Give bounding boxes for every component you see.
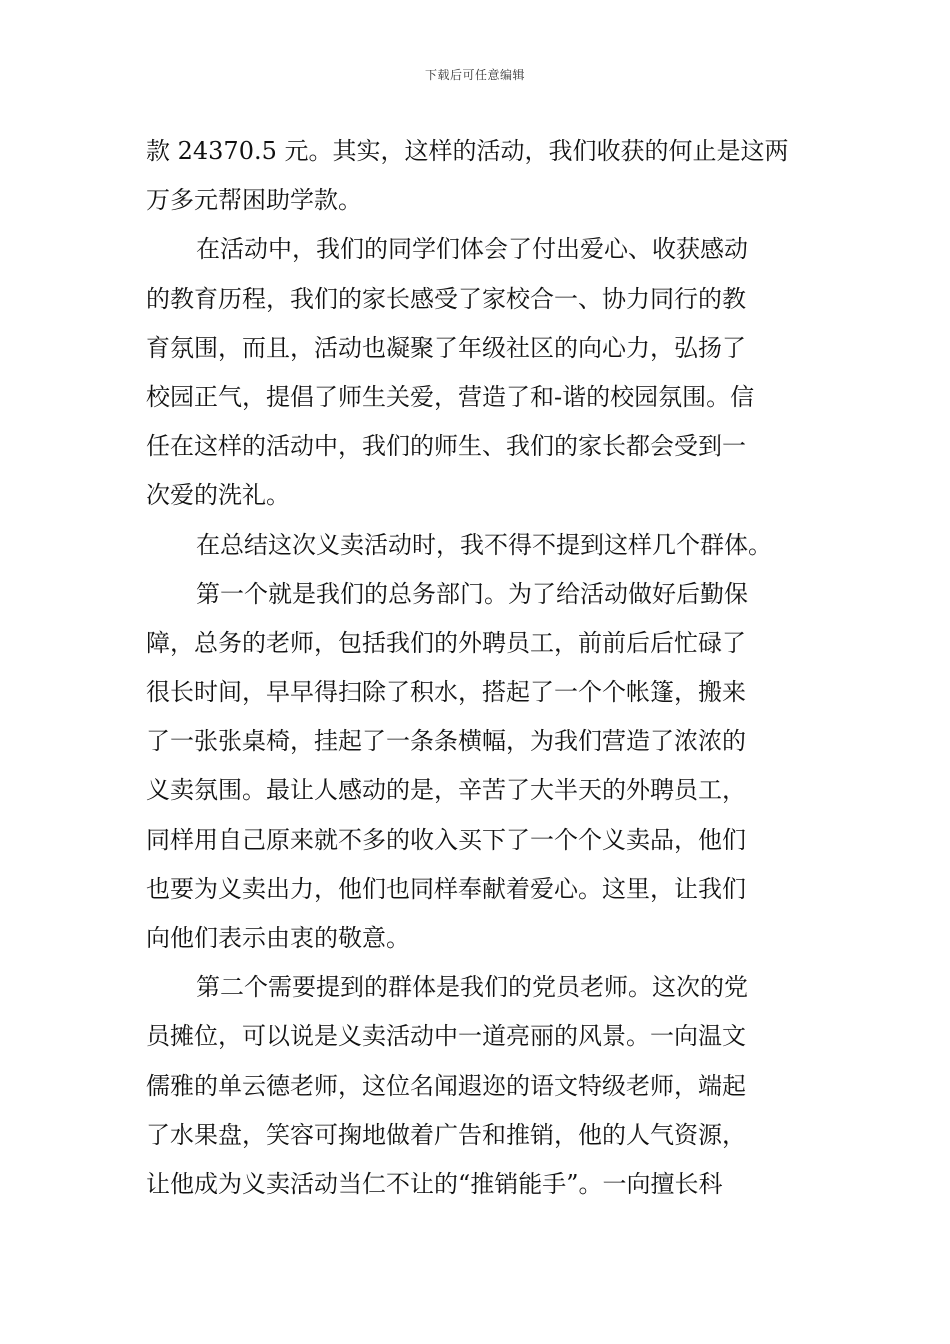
text-line: 儒雅的单云德老师，这位名闻遐迩的语文特级老师，端起 [146, 1071, 746, 1100]
text-line: 了一张张桌椅，挂起了一条条横幅，为我们营造了浓浓的 [146, 727, 746, 756]
text-line: 向他们表示由衷的敬意。 [146, 924, 410, 952]
text-line: 同样用自己原来就不多的收入买下了一个个义卖品，他们 [146, 825, 746, 854]
text-line: 障，总务的老师，包括我们的外聘员工，前前后后忙碌了 [146, 628, 746, 657]
text-line: 很长时间，早早得扫除了积水，搭起了一个个帐篷，搬来 [146, 678, 746, 707]
text-line: 款 24370.5 元。其实，这样的活动，我们收获的何止是这两 [146, 137, 789, 165]
text-line: 员摊位，可以说是义卖活动中一道亮丽的风景。一向温文 [146, 1022, 746, 1051]
text-line: 义卖氛围。最让人感动的是，辛苦了大半天的外聘员工， [146, 776, 746, 805]
text-line: 让他成为义卖活动当仁不让的“推销能手”。一向擅长科 [146, 1169, 723, 1198]
text-line: 次爱的洗礼。 [146, 481, 290, 510]
text-line: 万多元帮困助学款。 [146, 186, 362, 215]
paragraph-start-line: 在总结这次义卖活动时，我不得不提到这样几个群体。 [196, 530, 772, 559]
body-text [146, 127, 806, 1209]
paragraph-start-line: 第一个就是我们的总务部门。为了给活动做好后勤保 [196, 579, 748, 608]
text-line: 了水果盘，笑容可掬地做着广告和推销，他的人气资源， [146, 1120, 746, 1149]
text-line: 校园正气，提倡了师生关爱，营造了和-谐的校园氛围。信 [146, 382, 755, 411]
paragraph-start-line: 第二个需要提到的群体是我们的党员老师。这次的党 [196, 973, 748, 1002]
text-line: 的教育历程，我们的家长感受了家校合一、协力同行的教 [146, 284, 746, 313]
page-header: 下载后可任意编辑 [424, 68, 525, 82]
text-line: 育氛围，而且，活动也凝聚了年级社区的向心力，弘扬了 [146, 333, 746, 362]
paragraph-start-line: 在活动中，我们的同学们体会了付出爱心、收获感动 [196, 235, 748, 264]
text-line: 也要为义卖出力，他们也同样奉献着爱心。这里，让我们 [146, 874, 746, 903]
text-line: 任在这样的活动中，我们的师生、我们的家长都会受到一 [146, 432, 746, 461]
